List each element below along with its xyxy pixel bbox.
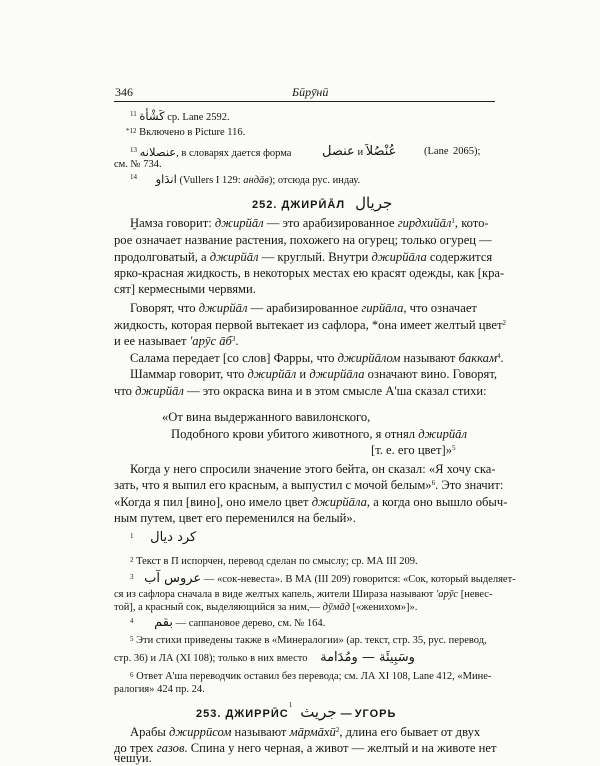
term-italic: джирйāл (198, 301, 248, 315)
body-line (114, 383, 487, 399)
footnote-6 (130, 670, 491, 684)
footnote-text: стр. 36) и ЛА (XI 108); только в них вместо (114, 653, 308, 664)
text-run: до трех (114, 741, 157, 755)
footnote-ref: 2 (502, 319, 506, 327)
body-line (130, 350, 504, 366)
term-italic: джирйāл (214, 216, 264, 230)
footnote-number: 13 (130, 146, 137, 154)
body-line: Когда у него спросили значение этого бейта, он сказал: «Я хочу ска- (130, 462, 496, 476)
text-run: . Спина у него черная, а живот — желтый и на животе нет (184, 741, 497, 755)
text-run: . (235, 334, 239, 348)
footnote-4 (130, 616, 325, 631)
verse-line (171, 426, 467, 442)
footnote-3-line-2 (114, 588, 492, 602)
footnote-3 (130, 572, 516, 587)
term-italic: мāрмāхӣ (289, 725, 336, 739)
text-run: содержится (426, 250, 493, 264)
footnote-ref: 2 (335, 726, 340, 734)
arabic-word: اندَاو (155, 172, 177, 186)
footnote-ref: 1 (288, 701, 293, 709)
verse-line (371, 442, 456, 458)
arabic-phrase: وسَبِيئَة — ومُدَامة (320, 650, 415, 665)
footnote-3-line-3 (114, 601, 417, 615)
text-run: Ḫамза говорит: (130, 216, 215, 230)
text-run: Подобного крови убитого животного, я отнял (171, 427, 419, 441)
footnote-number: 1 (130, 532, 134, 540)
arabic-word: كَشْأة (139, 109, 165, 123)
term-italic: джирйāл (418, 427, 467, 441)
footnote-1 (130, 531, 196, 546)
text-run: и ее называет (114, 334, 190, 348)
footnote-italic: андāв (243, 175, 269, 186)
footnote-number: 3 (130, 573, 134, 581)
body-line (114, 333, 239, 349)
body-line (130, 300, 477, 316)
text-run: зать, что я выпил его красным, а выпустил с мочой белым» (114, 478, 432, 492)
footnote-6-line-2: ралогия» 424 пр. 24. (114, 684, 205, 695)
term-italic: 'арӯс āб (189, 334, 232, 348)
arabic-word: بقم (154, 615, 173, 630)
term-italic: джирйāл (247, 367, 297, 381)
running-title: Бӣрӯнӣ (292, 85, 329, 99)
text-run: жидкость, которая первой вытекает из сафлора, *она имеет желтый цвет (114, 318, 503, 332)
footnote-number: 14 (130, 173, 137, 181)
entry-title-gloss: — УГОРЬ (340, 708, 397, 720)
footnote-number: 6 (130, 671, 134, 679)
footnote-5-line-2 (114, 651, 415, 666)
footnote-text: Эти стихи приведены также в «Минералогии» (ар. текст, стр. 35, рус. перевод, (136, 635, 487, 646)
footnote-11 (130, 109, 230, 125)
footnote-5 (130, 634, 487, 648)
footnote-text: той], а красный сок, выделяющийся за ним,— (114, 602, 323, 613)
entry-252-heading (252, 194, 392, 213)
body-line (114, 494, 507, 510)
body-line (114, 317, 506, 333)
text-run: называют (231, 725, 290, 739)
term-italic: джирйāлом (337, 351, 401, 365)
text-run: — круглый. Внутри (258, 250, 372, 264)
term-italic: 'арӯс (436, 589, 459, 600)
footnote-ref: 6 (431, 479, 436, 487)
text-run: . Это значит: (435, 478, 504, 492)
footnote-text: [«женихом»]». (349, 602, 418, 613)
footnote-13-lane: (Lane (424, 146, 449, 157)
term-italic: джирйāла (371, 250, 427, 264)
footnote-number: 2 (130, 556, 134, 564)
entry-arabic-title: جريال (355, 194, 393, 212)
body-line (130, 366, 497, 382)
arabic-word: عُنْصُلاَ (365, 144, 397, 159)
footnote-text: Включено в Picture 116. (139, 127, 246, 138)
footnote-ref: 4 (497, 352, 501, 360)
footnote-2 (130, 555, 418, 569)
body-line (114, 740, 497, 756)
text-run: . (500, 351, 504, 365)
term-italic: гирйāла, (361, 301, 407, 315)
term-italic: гирдхийāл (397, 216, 452, 230)
footnote-13-lane-number: 2065); (453, 146, 481, 157)
term-italic: джирйāл (209, 250, 259, 264)
text-run: Шаммар говорит, что (130, 367, 248, 381)
term-italic: баккам (458, 351, 497, 365)
text-run: Салама передает [со слов] Фарры, что (130, 351, 338, 365)
text-run: , а когда оно вышло обыч- (366, 495, 508, 509)
body-line: ярко-красная жидкость, в некоторых местах ею красят одежды, как [кра- (114, 266, 505, 280)
footnote-14 (130, 172, 360, 188)
body-line: чешуи. (114, 751, 152, 765)
footnote-12 (126, 126, 245, 140)
body-line (130, 724, 480, 740)
footnote-text: ся из сафлора сначала в виде желтых капель, жители Шираза называют (114, 589, 436, 600)
footnote-13-forms (322, 145, 396, 160)
body-line: рое означает название растения, похожего на огурец; только огурец — (114, 233, 492, 247)
term-italic: джирйāл (135, 384, 184, 398)
footnote-text: ); отсюда рус. индау. (268, 175, 361, 186)
text-run: «Когда я пил [вино], оно имело цвет (114, 495, 312, 509)
text-run: Арабы (130, 725, 169, 739)
term-italic: дӯмāд (322, 602, 350, 613)
text-run: и (296, 367, 310, 381)
entry-arabic-title: جريث (300, 703, 337, 721)
text-run: — арабизированное (247, 301, 362, 315)
entry-253-heading (196, 703, 396, 722)
entry-title: 252. ДЖИРӢĀЛ (252, 199, 346, 211)
text-run: , длина его бывает от двух (339, 725, 481, 739)
footnote-text: Ответ А'ша переводчик оставил без перевода; см. ЛА XI 108, Lane 412, «Мине- (136, 671, 492, 682)
body-line: ным путем, цвет его переменился на белый». (114, 511, 356, 525)
footnote-number: 11 (130, 110, 137, 118)
text-run: что означает (406, 301, 477, 315)
verse-line: «От вина выдержанного вавилонского, (162, 410, 371, 424)
body-line: сят] кермесными червями. (114, 282, 256, 296)
footnote-text: — «сок-невеста». В МА (III 209) говорится: «Сок, который выделяет- (203, 574, 516, 585)
term-italic: джирйāла (309, 367, 365, 381)
footnote-number: *12 (126, 127, 137, 135)
text-run: продолговатый, а (114, 250, 210, 264)
footnote-ref: 5 (452, 444, 456, 452)
footnote-13-cont: см. № 734. (114, 159, 162, 170)
text-run: называют (400, 351, 459, 365)
arabic-word: عنصل (322, 144, 355, 159)
footnote-number: 4 (130, 617, 134, 625)
header-rule (114, 101, 495, 102)
arabic-word: عروس آب (144, 571, 202, 586)
footnote-number: 5 (130, 635, 134, 643)
term-italic: джирйāла (311, 495, 367, 509)
term-italic: газов (156, 741, 185, 755)
footnote-text: , в словарях дается форма (176, 148, 292, 159)
footnote-ref: 1 (451, 217, 455, 225)
entry-title: 253. ДЖИРРӢС (196, 708, 289, 720)
body-line (114, 249, 492, 265)
footnote-ref: 3 (231, 335, 236, 343)
text-run: — это арабизированное (263, 216, 398, 230)
page-number: 346 (115, 85, 133, 99)
footnote-text: [невес- (458, 589, 493, 600)
text-run: означают вино. Говорят, (364, 367, 498, 381)
text-run: [т. е. его цвет]» (371, 443, 453, 457)
text-run: что (114, 384, 136, 398)
body-line (130, 215, 489, 231)
footnote-text: — саппановое дерево, см. № 164. (175, 618, 326, 629)
body-line (114, 477, 503, 493)
arabic-word: كرد ديال (150, 530, 197, 545)
footnote-text: (Vullers I 129: (179, 175, 244, 186)
footnote-text: ср. Lane 2592. (167, 112, 230, 123)
conjunction: и (357, 147, 364, 158)
arabic-word: عنصلانه (139, 145, 177, 159)
footnote-text: Текст в П испорчен, перевод сделан по смыслу; ср. МА III 209. (136, 556, 418, 567)
text-run: Говорят, что (130, 301, 199, 315)
term-italic: джиррӣсом (169, 725, 232, 739)
text-run: — это окраска вина и в этом смысле А'ша сказал стихи: (183, 384, 487, 398)
text-run: , кото- (454, 216, 489, 230)
